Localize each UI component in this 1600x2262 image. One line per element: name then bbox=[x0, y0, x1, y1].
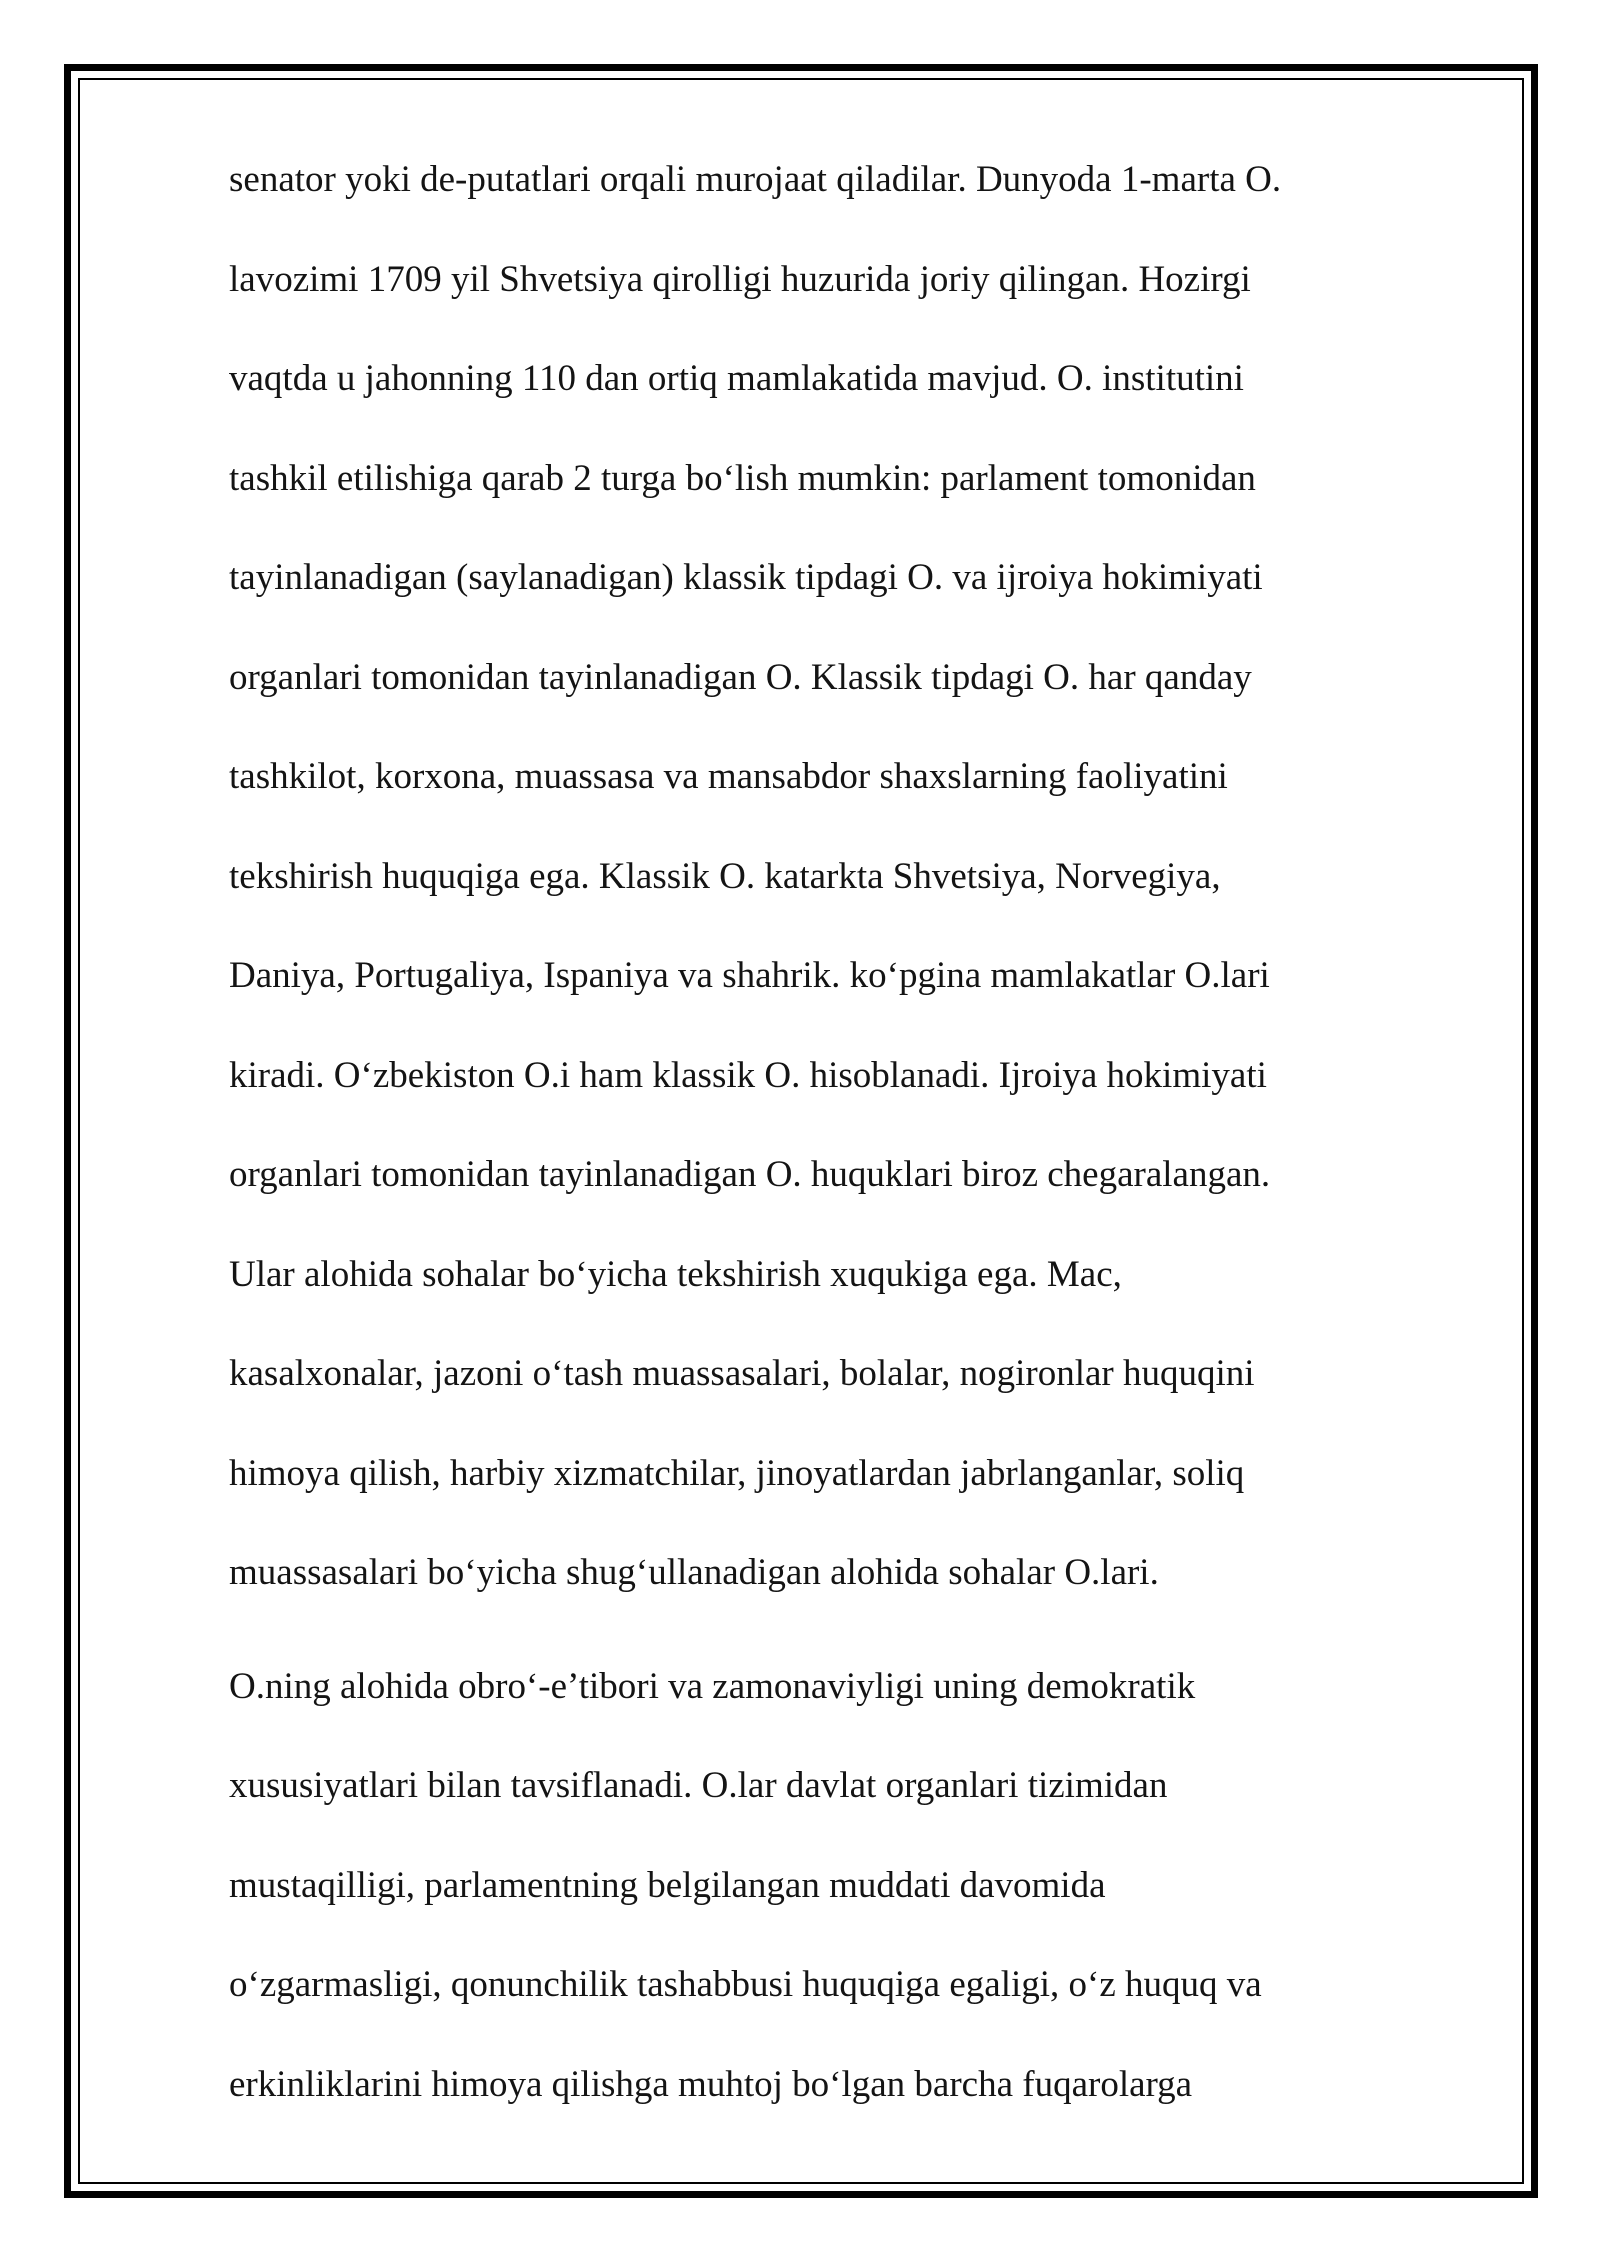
text-line: organlari tomonidan tayinlanadigan O. Klassik tipdagi O. har qanday bbox=[229, 656, 1252, 698]
text-line: himoya qilish, harbiy xizmatchilar, jinoyatlardan jabrlanganlar, soliq bbox=[229, 1452, 1245, 1494]
text-line: tashkil etilishiga qarab 2 turga bo‘lish mumkin: parlament tomonidan bbox=[229, 457, 1256, 499]
text-line: mustaqilligi, parlamentning belgilangan muddati davomida bbox=[229, 1864, 1106, 1906]
text-line: Daniya, Portugaliya, Ispaniya va shahrik. ko‘pgina mamlakatlar O.lari bbox=[229, 955, 1270, 996]
text-line: vaqtda u jahonning 110 dan ortiq mamlakatida mavjud. O. institutini bbox=[229, 358, 1244, 399]
paragraph-spacer bbox=[229, 1641, 1469, 1655]
text-line: erkinliklarini himoya qilishga muhtoj bo‘lgan barcha fuqarolarga bbox=[229, 2063, 1193, 2105]
paragraph-2 bbox=[229, 1655, 1469, 2153]
paragraph-1 bbox=[229, 148, 1469, 1641]
document-body bbox=[229, 148, 1469, 2152]
text-line: organlari tomonidan tayinlanadigan O. huquklari biroz chegaralangan. bbox=[229, 1154, 1271, 1195]
text-line: lavozimi 1709 yil Shvetsiya qirolligi huzurida joriy qilingan. Hozirgi bbox=[229, 258, 1251, 300]
text-line: muassasalari bo‘yicha shug‘ullanadigan alohida sohalar O.lari. bbox=[229, 1552, 1159, 1593]
text-line: tashkilot, korxona, muassasa va mansabdor shaxslarning faoliyatini bbox=[229, 756, 1228, 797]
text-line: xususiyatlari bilan tavsiflanadi. O.lar davlat organlari tizimidan bbox=[229, 1765, 1168, 1806]
text-line: Ular alohida sohalar bo‘yicha tekshirish xuqukiga ega. Mac, bbox=[229, 1253, 1122, 1295]
text-line: o‘zgarmasligi, qonunchilik tashabbusi huquqiga egaligi, o‘z huquq va bbox=[229, 1964, 1262, 2005]
text-line: kiradi. O‘zbekiston O.i ham klassik O. hisoblanadi. Ijroiya hokimiyati bbox=[229, 1054, 1267, 1096]
text-line: tekshirish huquqiga ega. Klassik O. katarkta Shvetsiya, Norvegiya, bbox=[229, 855, 1221, 897]
text-line: senator yoki de-putatlari orqali murojaat qiladilar. Dunyoda 1-marta O. bbox=[229, 159, 1282, 200]
text-line: kasalxonalar, jazoni o‘tash muassasalari, bolalar, nogironlar huquqini bbox=[229, 1353, 1255, 1394]
text-line: O.ning alohida obro‘-e’tibori va zamonaviyligi uning demokratik bbox=[229, 1665, 1196, 1707]
text-line: tayinlanadigan (saylanadigan) klassik tipdagi O. va ijroiya hokimiyati bbox=[229, 557, 1263, 598]
